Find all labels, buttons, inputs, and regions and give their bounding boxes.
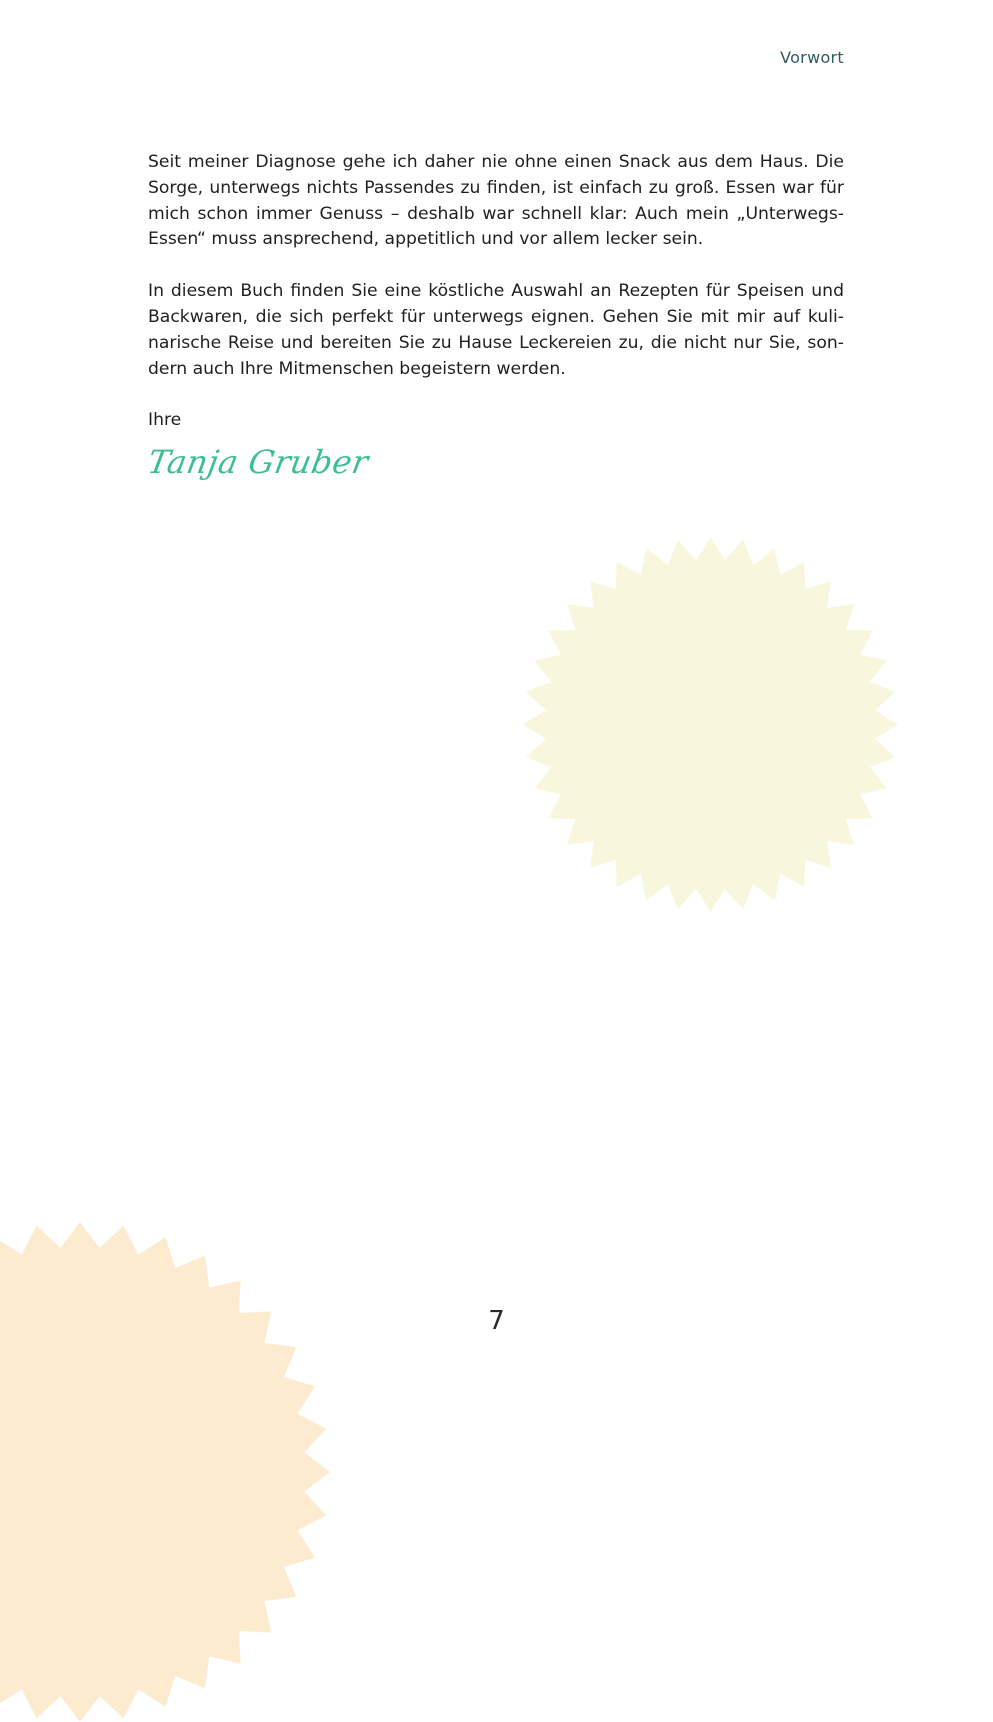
yellow-starburst-decoration [523, 537, 898, 912]
running-head-section-title: Vorwort [780, 48, 844, 67]
closing-salutation: Ihre [148, 410, 182, 431]
paragraph-2: In diesem Buch finden Sie eine köstliche Auswahl an Rezepten für Speisen und Backwaren, die sich perfekt für unterwegs eignen. Gehen Sie mit mir auf kulinarische Reise und bereiten Sie zu Hause Leckereien zu, die nicht nur Sie, sondern auch Ihre Mitmenschen begeistern werden. [148, 281, 844, 379]
orange-starburst-shape [0, 1222, 330, 1722]
author-signature: Tanja Gruber [144, 443, 372, 482]
body-text [144, 150, 844, 482]
yellow-starburst-shape [523, 537, 898, 912]
orange-starburst-decoration [0, 1222, 330, 1722]
page-number: 7 [488, 1306, 505, 1336]
paragraph-1: Seit meiner Diagnose gehe ich daher nie ohne einen Snack aus dem Haus. Die Sorge, unterwegs nichts Passendes zu finden, ist einfach zu groß. Essen war für mich schon immer Genuss – deshalb war schnell klar: Auch mein „Unterwegs-Essen“ muss ansprechend, appetitlich und vor allem lecker sein. [148, 152, 844, 250]
